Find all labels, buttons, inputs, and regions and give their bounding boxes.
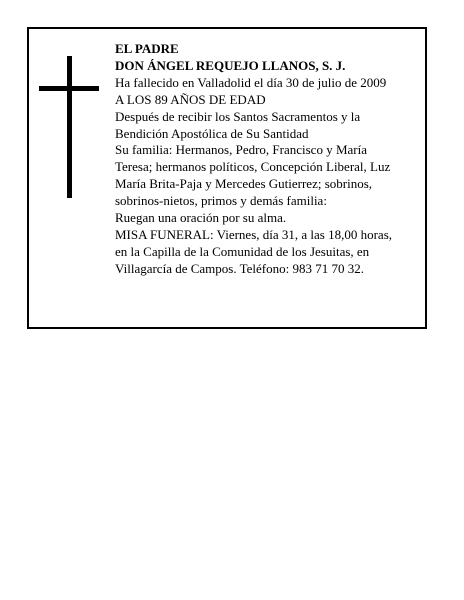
funeral-line-1: MISA FUNERAL: Viernes, día 31, a las 18,00 horas, [115, 226, 393, 242]
family-line-3: María Brita-Paja y Mercedes Gutierrez; sobrinos, [115, 176, 373, 192]
family-line-2: Teresa; hermanos políticos, Concepción Liberal, Luz [115, 159, 391, 175]
family-line-1: Su familia: Hermanos, Pedro, Francisco y María [115, 142, 367, 158]
obituary-notice [27, 27, 427, 329]
sacraments-line-2: Bendición Apostólica de Su Santidad [115, 125, 309, 141]
death-date-line: Ha fallecido en Valladolid el día 30 de julio de 2009 [115, 74, 387, 90]
deceased-name: DON ÁNGEL REQUEJO LLANOS, S. J. [115, 57, 346, 73]
age-line: A LOS 89 AÑOS DE EDAD [115, 91, 266, 107]
funeral-line-3: Villagarcía de Campos. Teléfono: 983 71 70 32. [115, 260, 364, 276]
cross-icon-vertical-bar [67, 56, 72, 198]
prayer-line: Ruegan una oración por su alma. [115, 210, 287, 226]
funeral-line-2: en la Capilla de la Comunidad de los Jesuitas, en [115, 243, 370, 259]
title-line: EL PADRE [115, 41, 179, 56]
sacraments-line-1: Después de recibir los Santos Sacramentos y la [115, 108, 361, 124]
cross-icon-horizontal-bar [39, 86, 99, 91]
family-line-4: sobrinos-nietos, primos y demás familia: [115, 193, 327, 209]
obituary-text [115, 41, 421, 278]
